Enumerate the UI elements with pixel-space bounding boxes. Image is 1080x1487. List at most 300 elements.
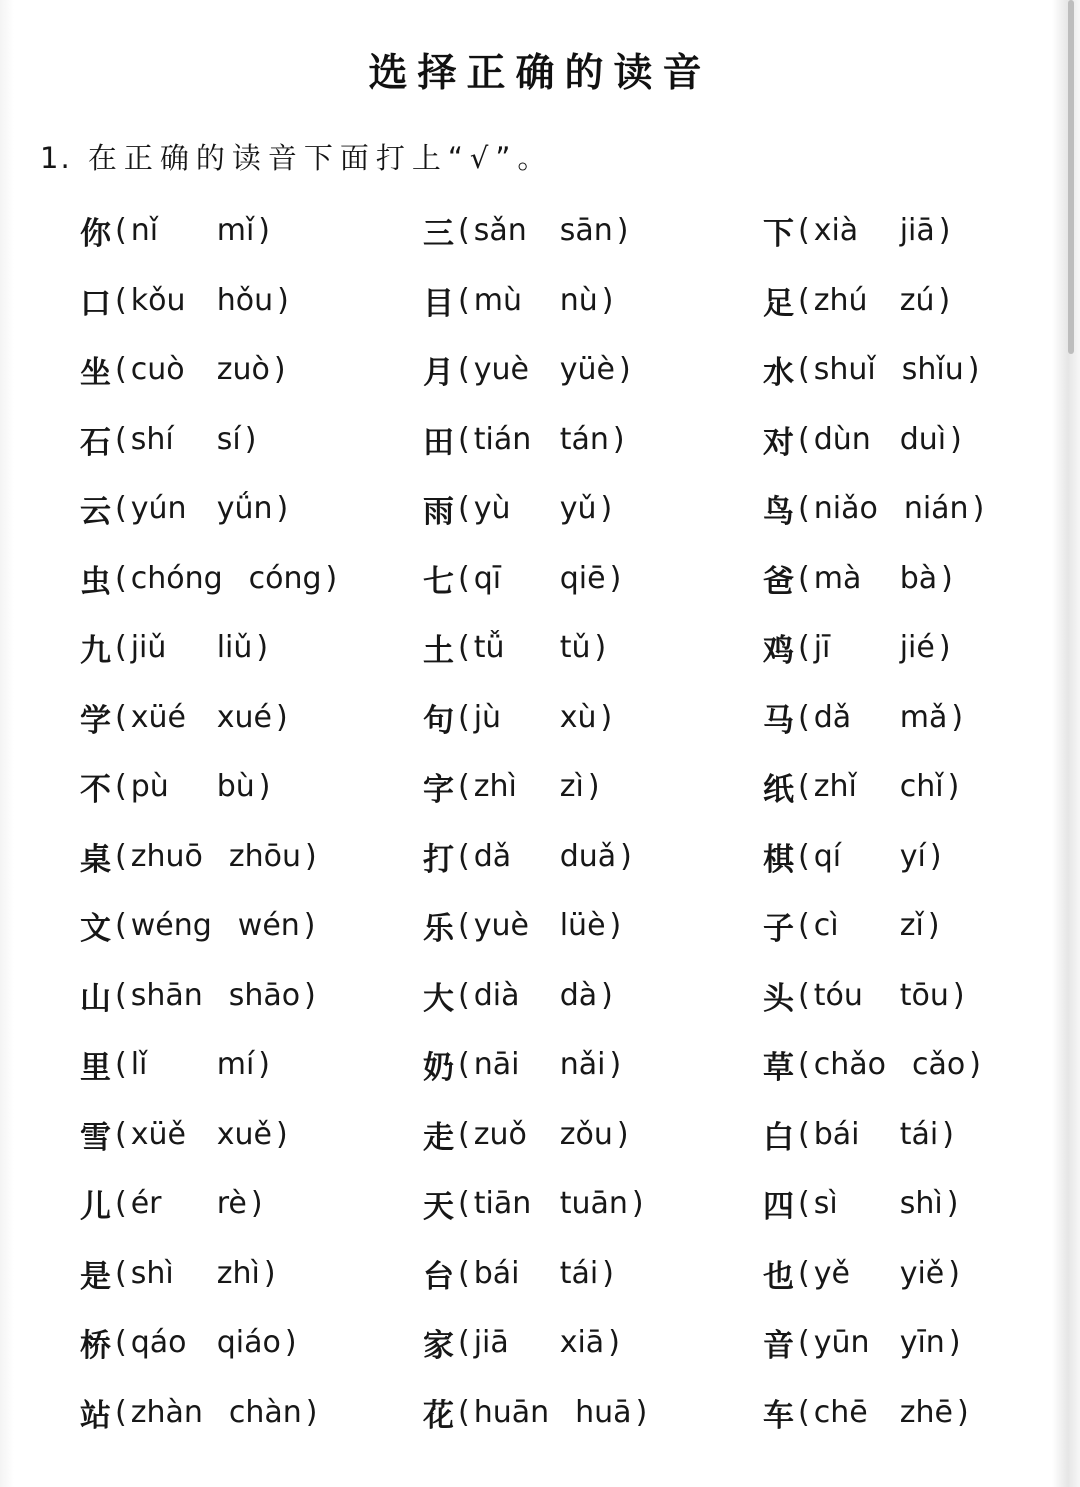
pinyin-option-b[interactable]: tán [559, 421, 609, 457]
pinyin-choice-item [423, 683, 612, 753]
open-paren: ( [798, 282, 810, 318]
open-paren: ( [798, 699, 810, 735]
pinyin-option-a[interactable]: xüé [130, 699, 186, 735]
pinyin-option-b[interactable]: tái [899, 1116, 939, 1152]
pinyin-choice-item [80, 1169, 263, 1239]
pinyin-option-b[interactable]: xué [216, 699, 272, 735]
pinyin-option-a[interactable]: nǐ [130, 213, 159, 249]
open-paren: ( [115, 699, 127, 735]
close-paren: ) [927, 908, 940, 944]
close-paren: ) [601, 282, 614, 318]
open-paren: ( [798, 1255, 810, 1291]
hanzi-character: 目 [423, 285, 454, 322]
pinyin-option-b[interactable]: huā [575, 1394, 632, 1430]
pinyin-option-a[interactable]: niǎo [813, 491, 878, 527]
pinyin-option-b[interactable]: lüè [559, 908, 606, 944]
open-paren: ( [458, 1116, 470, 1152]
close-paren: ) [950, 421, 962, 457]
pinyin-choice-item [80, 613, 268, 683]
instruction-text: 在正确的读音下面打上“√”。 [87, 141, 554, 175]
close-paren: ) [948, 1325, 961, 1361]
pinyin-choice-item [80, 1308, 297, 1378]
pinyin-option-a[interactable]: xüě [130, 1116, 186, 1152]
close-paren: ) [609, 560, 622, 596]
open-paren: ( [115, 560, 127, 596]
open-paren: ( [458, 699, 470, 735]
pinyin-option-a[interactable]: qī [473, 560, 502, 596]
pinyin-option-a[interactable]: tiān [473, 1186, 532, 1222]
pinyin-option-a[interactable]: zhú [813, 282, 868, 318]
close-paren: ) [608, 1325, 620, 1361]
close-paren: ) [275, 1116, 288, 1152]
pinyin-option-a[interactable]: cuò [130, 352, 185, 388]
pinyin-option-a[interactable]: lǐ [130, 1047, 148, 1083]
pinyin-option-b[interactable]: yüè [559, 352, 615, 388]
pinyin-choice-item [80, 266, 289, 336]
open-paren: ( [458, 1325, 470, 1361]
pinyin-option-a[interactable]: yuè [473, 908, 529, 944]
close-paren: ) [952, 977, 965, 1013]
pinyin-choice-item [80, 196, 270, 266]
pinyin-option-a[interactable]: dǎ [473, 838, 512, 874]
grid-row [80, 474, 1040, 544]
pinyin-option-a[interactable]: pù [130, 769, 169, 805]
open-paren: ( [115, 1325, 127, 1361]
pinyin-option-a[interactable]: zhǐ [813, 769, 857, 805]
close-paren: ) [258, 213, 270, 249]
close-paren: ) [635, 1394, 648, 1430]
open-paren: ( [115, 352, 127, 388]
pinyin-option-a[interactable]: mà [813, 560, 862, 596]
open-paren: ( [458, 1047, 470, 1083]
pinyin-option-a[interactable]: shì [130, 1255, 174, 1291]
pinyin-option-b[interactable]: shāo [228, 977, 301, 1013]
pinyin-option-a[interactable]: jiā [473, 1325, 509, 1361]
hanzi-character: 鸡 [763, 633, 794, 670]
close-paren: ) [616, 1116, 629, 1152]
pinyin-option-b[interactable]: cóng [248, 560, 322, 596]
pinyin-option-a[interactable]: jiǔ [130, 630, 167, 666]
open-paren: ( [798, 421, 810, 457]
pinyin-option-b[interactable]: zì [559, 769, 584, 805]
pinyin-choice-item [80, 1030, 270, 1100]
pinyin-option-b[interactable]: liǔ [216, 630, 253, 666]
close-paren: ) [972, 491, 985, 527]
open-paren: ( [115, 769, 127, 805]
grid-row [80, 1169, 1040, 1239]
open-paren: ( [115, 1255, 127, 1291]
hanzi-character: 桥 [80, 1328, 111, 1365]
hanzi-character: 爸 [763, 563, 794, 600]
pinyin-option-b[interactable]: yǘn [216, 491, 273, 527]
grid-row [80, 1239, 1040, 1309]
close-paren: ) [602, 1255, 614, 1291]
pinyin-choice-item [423, 1239, 614, 1309]
pinyin-option-b[interactable]: zhì [216, 1255, 260, 1291]
pinyin-choice-item [763, 613, 951, 683]
pinyin-option-a[interactable]: mù [473, 282, 522, 318]
pinyin-choice-item [423, 822, 632, 892]
pinyin-option-a[interactable]: zhì [473, 769, 517, 805]
pinyin-option-a[interactable]: yuè [473, 352, 529, 388]
hanzi-character: 雪 [80, 1119, 111, 1156]
pinyin-option-b[interactable]: mǎ [899, 699, 948, 735]
pinyin-choice-item [763, 1169, 958, 1239]
close-paren: ) [277, 282, 289, 318]
pinyin-option-b[interactable]: xuě [216, 1116, 272, 1152]
hanzi-character: 句 [423, 702, 454, 739]
pinyin-option-a[interactable]: chē [813, 1394, 868, 1430]
hanzi-character: 子 [763, 911, 794, 948]
pinyin-choice-item [80, 822, 317, 892]
open-paren: ( [458, 1255, 470, 1291]
pinyin-choice-item [80, 544, 337, 614]
open-paren: ( [458, 282, 470, 318]
pinyin-choice-item [80, 752, 271, 822]
hanzi-character: 头 [763, 980, 794, 1017]
open-paren: ( [798, 1394, 810, 1430]
pinyin-choice-item [763, 266, 950, 336]
close-paren: ) [600, 491, 613, 527]
pinyin-option-b[interactable]: zhōu [228, 838, 301, 874]
pinyin-option-b[interactable]: jiā [899, 213, 935, 249]
close-paren: ) [304, 977, 316, 1013]
pinyin-option-a[interactable]: bái [813, 1116, 860, 1152]
open-paren: ( [458, 421, 470, 457]
pinyin-option-a[interactable]: chǎo [813, 1047, 886, 1083]
hanzi-character: 三 [423, 216, 454, 253]
pinyin-choice-item [80, 405, 256, 475]
pinyin-choice-item [80, 891, 316, 961]
pinyin-option-b[interactable]: wén [237, 908, 300, 944]
hanzi-character: 花 [423, 1397, 454, 1434]
pinyin-option-b[interactable]: xù [559, 699, 597, 735]
pinyin-choice-item [423, 1308, 620, 1378]
pinyin-choice-item [80, 1100, 288, 1170]
close-paren: ) [258, 769, 271, 805]
close-paren: ) [929, 838, 942, 874]
pinyin-option-a[interactable]: nāi [473, 1047, 520, 1083]
open-paren: ( [458, 1186, 470, 1222]
close-paren: ) [951, 699, 964, 735]
close-paren: ) [948, 1255, 960, 1291]
hanzi-character: 家 [423, 1328, 454, 1365]
close-paren: ) [303, 908, 316, 944]
hanzi-character: 儿 [80, 1189, 111, 1226]
open-paren: ( [798, 630, 810, 666]
grid-row [80, 266, 1040, 336]
pinyin-option-b[interactable]: hǒu [216, 282, 274, 318]
pinyin-choice-item [80, 961, 316, 1031]
hanzi-character: 马 [763, 702, 794, 739]
pinyin-option-a[interactable]: sǎn [473, 213, 527, 249]
hanzi-character: 字 [423, 772, 454, 809]
pinyin-option-a[interactable]: zhàn [130, 1394, 203, 1430]
pinyin-option-b[interactable]: nǎi [559, 1047, 606, 1083]
open-paren: ( [798, 352, 810, 388]
open-paren: ( [798, 213, 810, 249]
pinyin-option-a[interactable]: bái [473, 1255, 520, 1291]
hanzi-character: 对 [763, 424, 794, 461]
pinyin-option-a[interactable]: yě [813, 1255, 850, 1291]
pinyin-option-a[interactable]: ér [130, 1186, 162, 1222]
pinyin-option-b[interactable]: shì [899, 1186, 943, 1222]
close-paren: ) [956, 1394, 969, 1430]
pinyin-choice-item [763, 961, 965, 1031]
pinyin-option-a[interactable]: kǒu [130, 282, 186, 318]
pinyin-option-b[interactable]: sān [559, 213, 613, 249]
pinyin-option-a[interactable]: chóng [130, 560, 223, 596]
pinyin-option-b[interactable]: yiě [899, 1255, 945, 1291]
hanzi-character: 草 [763, 1050, 794, 1087]
grid-row [80, 544, 1040, 614]
hanzi-character: 里 [80, 1050, 111, 1087]
pinyin-choice-item [80, 1239, 276, 1309]
open-paren: ( [458, 838, 470, 874]
open-paren: ( [798, 977, 810, 1013]
pinyin-option-b[interactable]: zhē [899, 1394, 953, 1430]
pinyin-option-a[interactable]: yún [130, 491, 187, 527]
hanzi-character: 纸 [763, 772, 794, 809]
hanzi-character: 月 [423, 355, 454, 392]
hanzi-character: 云 [80, 494, 111, 531]
grid-row [80, 1100, 1040, 1170]
pinyin-option-b[interactable]: bà [899, 560, 938, 596]
open-paren: ( [458, 908, 470, 944]
close-paren: ) [612, 421, 625, 457]
close-paren: ) [305, 1394, 318, 1430]
close-paren: ) [305, 838, 317, 874]
pinyin-option-a[interactable]: jī [813, 630, 831, 666]
open-paren: ( [115, 908, 127, 944]
close-paren: ) [284, 1325, 297, 1361]
pinyin-choice-item [423, 196, 628, 266]
open-paren: ( [458, 977, 470, 1013]
pinyin-choice-item [763, 544, 953, 614]
pinyin-option-a[interactable]: dià [473, 977, 520, 1013]
pinyin-choice-grid [80, 196, 1040, 1447]
hanzi-character: 白 [763, 1119, 794, 1156]
question-number: 1. [40, 141, 72, 175]
pinyin-option-a[interactable]: jù [473, 699, 502, 735]
close-paren: ) [618, 352, 631, 388]
pinyin-choice-item [763, 1100, 954, 1170]
close-paren: ) [631, 1186, 644, 1222]
pinyin-option-a[interactable]: zhuō [130, 838, 203, 874]
hanzi-character: 奶 [423, 1050, 454, 1087]
pinyin-option-b[interactable]: zú [899, 282, 935, 318]
pinyin-option-b[interactable]: duì [899, 421, 947, 457]
open-paren: ( [798, 769, 810, 805]
grid-row [80, 891, 1040, 961]
open-paren: ( [798, 1047, 810, 1083]
pinyin-choice-item [423, 891, 621, 961]
pinyin-choice-item [80, 1378, 318, 1448]
open-paren: ( [458, 769, 470, 805]
hanzi-character: 雨 [423, 494, 454, 531]
pinyin-option-b[interactable]: chàn [228, 1394, 302, 1430]
pinyin-option-a[interactable]: shí [130, 421, 174, 457]
pinyin-option-b[interactable]: nù [559, 282, 598, 318]
pinyin-option-b[interactable]: bù [216, 769, 255, 805]
hanzi-character: 棋 [763, 841, 794, 878]
open-paren: ( [115, 630, 127, 666]
pinyin-option-b[interactable]: dà [559, 977, 598, 1013]
hanzi-character: 台 [423, 1258, 454, 1295]
pinyin-option-a[interactable]: shān [130, 977, 203, 1013]
pinyin-option-b[interactable]: xiā [559, 1325, 605, 1361]
pinyin-choice-item [80, 474, 288, 544]
pinyin-option-b[interactable]: qiáo [216, 1325, 281, 1361]
pinyin-option-a[interactable]: tián [473, 421, 532, 457]
pinyin-option-b[interactable]: jié [899, 630, 935, 666]
pinyin-option-a[interactable]: tǚ [473, 630, 505, 666]
close-paren: ) [275, 699, 288, 735]
pinyin-option-b[interactable]: chǐ [899, 769, 944, 805]
open-paren: ( [115, 1394, 127, 1430]
pinyin-option-b[interactable]: zǐ [899, 908, 924, 944]
pinyin-option-b[interactable]: duǎ [559, 838, 617, 874]
page-title: 选择正确的读音 [368, 50, 712, 96]
pinyin-choice-item [423, 1030, 621, 1100]
pinyin-option-a[interactable]: sì [813, 1186, 838, 1222]
open-paren: ( [458, 1394, 470, 1430]
instruction-line [40, 136, 553, 177]
hanzi-character: 七 [423, 563, 454, 600]
pinyin-option-a[interactable]: yūn [813, 1325, 870, 1361]
close-paren: ) [609, 1047, 622, 1083]
pinyin-option-b[interactable]: yīn [899, 1325, 945, 1361]
hanzi-character: 车 [763, 1397, 794, 1434]
pinyin-option-b[interactable]: mǐ [216, 213, 255, 249]
grid-row [80, 683, 1040, 753]
pinyin-option-b[interactable]: qiē [559, 560, 606, 596]
close-paren: ) [620, 838, 632, 874]
close-paren: ) [942, 1116, 954, 1152]
grid-row [80, 335, 1040, 405]
close-paren: ) [587, 769, 600, 805]
close-paren: ) [244, 421, 257, 457]
hanzi-character: 足 [763, 285, 794, 322]
open-paren: ( [115, 213, 127, 249]
open-paren: ( [458, 560, 470, 596]
pinyin-option-a[interactable]: dǎ [813, 699, 852, 735]
grid-row [80, 405, 1040, 475]
open-paren: ( [458, 352, 470, 388]
pinyin-option-a[interactable]: qáo [130, 1325, 187, 1361]
pinyin-option-b[interactable]: shǐu [901, 352, 964, 388]
grid-row [80, 1308, 1040, 1378]
close-paren: ) [946, 1186, 959, 1222]
pinyin-option-a[interactable]: cì [813, 908, 839, 944]
pinyin-choice-item [763, 891, 940, 961]
close-paren: ) [250, 1186, 263, 1222]
close-paren: ) [263, 1255, 276, 1291]
pinyin-option-b[interactable]: sí [216, 421, 241, 457]
pinyin-choice-item [763, 1308, 961, 1378]
open-paren: ( [115, 1116, 127, 1152]
pinyin-option-a[interactable]: dùn [813, 421, 871, 457]
pinyin-option-b[interactable]: tuān [559, 1186, 628, 1222]
pinyin-choice-item [423, 1378, 647, 1448]
hanzi-character: 下 [763, 216, 794, 253]
grid-row [80, 822, 1040, 892]
grid-row [80, 752, 1040, 822]
pinyin-choice-item [763, 822, 942, 892]
hanzi-character: 山 [80, 980, 111, 1017]
hanzi-character: 音 [763, 1328, 794, 1365]
open-paren: ( [458, 491, 470, 527]
close-paren: ) [947, 769, 960, 805]
open-paren: ( [115, 282, 127, 318]
hanzi-character: 虫 [80, 563, 111, 600]
pinyin-choice-item [423, 961, 613, 1031]
pinyin-choice-item [763, 1239, 960, 1309]
pinyin-option-a[interactable]: qí [813, 838, 842, 874]
open-paren: ( [798, 838, 810, 874]
hanzi-character: 田 [423, 424, 454, 461]
open-paren: ( [115, 1186, 127, 1222]
pinyin-option-b[interactable]: zǒu [559, 1116, 613, 1152]
pinyin-option-b[interactable]: yí [899, 838, 926, 874]
pinyin-option-a[interactable]: yù [473, 491, 511, 527]
close-paren: ) [273, 352, 286, 388]
pinyin-option-b[interactable]: tōu [899, 977, 949, 1013]
pinyin-option-b[interactable]: yǔ [559, 491, 597, 527]
pinyin-option-a[interactable]: tóu [813, 977, 863, 1013]
hanzi-character: 土 [423, 633, 454, 670]
pinyin-option-a[interactable]: shuǐ [813, 352, 876, 388]
pinyin-option-b[interactable]: cǎo [911, 1047, 966, 1083]
open-paren: ( [115, 491, 127, 527]
pinyin-choice-item [763, 335, 979, 405]
pinyin-option-b[interactable]: tǔ [559, 630, 591, 666]
open-paren: ( [798, 1186, 810, 1222]
pinyin-option-a[interactable]: xià [813, 213, 859, 249]
pinyin-option-a[interactable]: huān [473, 1394, 550, 1430]
hanzi-character: 九 [80, 633, 111, 670]
hanzi-character: 口 [80, 285, 111, 322]
hanzi-character: 站 [80, 1397, 111, 1434]
pinyin-option-a[interactable]: wéng [130, 908, 212, 944]
pinyin-choice-item [763, 474, 984, 544]
close-paren: ) [594, 630, 607, 666]
pinyin-option-b[interactable]: nián [903, 491, 969, 527]
close-paren: ) [616, 213, 629, 249]
hanzi-character: 桌 [80, 841, 111, 878]
hanzi-character: 水 [763, 355, 794, 392]
pinyin-option-b[interactable]: zuò [216, 352, 270, 388]
pinyin-choice-item [763, 196, 951, 266]
pinyin-choice-item [423, 335, 631, 405]
open-paren: ( [798, 908, 810, 944]
grid-row [80, 961, 1040, 1031]
hanzi-character: 天 [423, 1189, 454, 1226]
pinyin-option-b[interactable]: tái [559, 1255, 599, 1291]
pinyin-option-b[interactable]: mí [216, 1047, 255, 1083]
pinyin-choice-item [423, 474, 612, 544]
close-paren: ) [938, 630, 951, 666]
pinyin-option-a[interactable]: zuǒ [473, 1116, 527, 1152]
pinyin-choice-item [423, 544, 621, 614]
hanzi-character: 走 [423, 1119, 454, 1156]
close-paren: ) [325, 560, 338, 596]
pinyin-choice-item [423, 1169, 644, 1239]
pinyin-choice-item [763, 1378, 969, 1448]
pinyin-choice-item [80, 683, 288, 753]
hanzi-character: 学 [80, 702, 111, 739]
pinyin-option-b[interactable]: rè [216, 1186, 247, 1222]
